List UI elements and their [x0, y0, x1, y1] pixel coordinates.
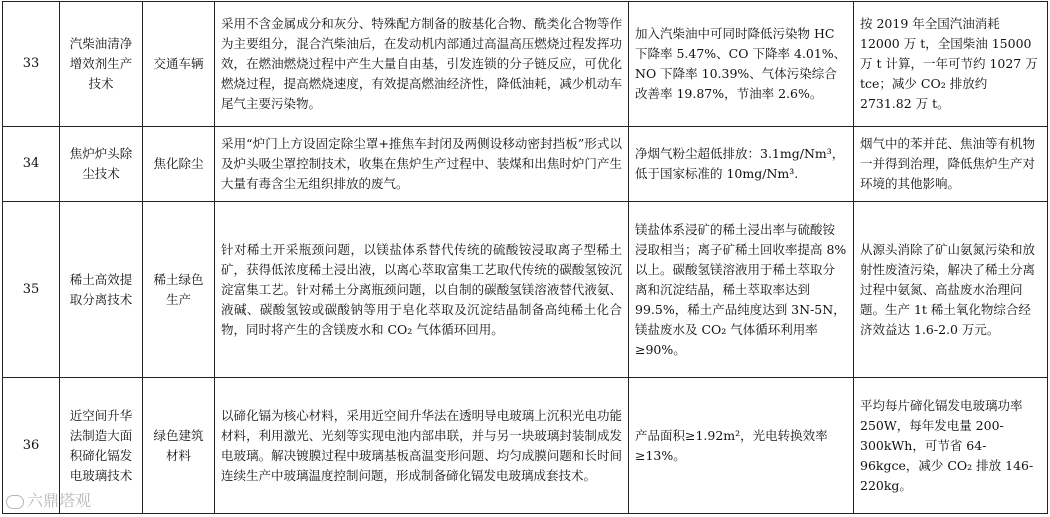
technology-name: 近空间升华法制造大面积碲化镉发电玻璃技术 — [60, 378, 143, 514]
technology-category: 绿色建筑材料 — [143, 378, 215, 514]
watermark-logo-icon — [6, 495, 24, 509]
technology-description: 以碲化镉为核心材料，采用近空间升华法在透明导电玻璃上沉积光电功能材料，利用激光、光刻等实现电池内部串联，并与另一块玻璃封装制成发电玻璃。解决镀膜过程中玻璃基板高温变形问题、均匀成膜问题和长时间连续生产中玻璃温度控制问题，形成制备碲化镉发电玻璃成套技术。 — [215, 378, 629, 514]
technology-category: 交通车辆 — [143, 2, 215, 127]
technology-effect: 镁盐体系浸矿的稀土浸出率与硫酸铵浸取相当；离子矿稀土回收率提高 8%以上。碳酸氢镁溶液用于稀土萃取分离和沉淀结晶，稀土萃取率达到 99.5%，稀土产品纯度达到 3N-5N，镁盐废水及 CO₂ 气体循环利用率≥90%。 — [629, 202, 854, 378]
technology-benefit: 从源头消除了矿山氨氮污染和放射性废渣污染，解决了稀土分离过程中氨氮、高盐废水治理问题。生产 1t 稀土氧化物综合经济效益达 1.6-2.0 万元。 — [854, 202, 1048, 378]
technology-table — [2, 1, 1048, 514]
technology-category: 焦化除尘 — [143, 127, 215, 202]
row-number: 33 — [3, 2, 60, 127]
technology-effect: 加入汽柴油中可同时降低污染物 HC 下降率 5.47%、CO 下降率 4.01%、NO 下降率 10.39%、气体污染综合改善率 19.87%，节油率 2.6%。 — [629, 2, 854, 127]
technology-description: 采用“炉门上方设固定除尘罩+推焦车封闭及两侧设移动密封挡板”形式以及炉头吸尘罩控制技术，收集在焦炉生产过程中、装煤和出焦时炉门产生大量有毒含尘无组织排放的废气。 — [215, 127, 629, 202]
technology-effect: 产品面积≥1.92m²，光电转换效率≥13%。 — [629, 378, 854, 514]
row-number: 34 — [3, 127, 60, 202]
technology-description: 采用不含金属成分和灰分、特殊配方制备的胺基化合物、酰类化合物等作为主要组分，混合汽柴油后，在发动机内部通过高温高压燃烧过程发挥功效，在燃油燃烧过程中产生大量自由基，引发连锁的分子链反应，可优化燃烧过程，提高燃烧速度，有效提高燃油经济性，降低油耗，减少机动车尾气主要污染物。 — [215, 2, 629, 127]
technology-category: 稀土绿色生产 — [143, 202, 215, 378]
technology-benefit: 按 2019 年全国汽油消耗 12000 万 t，全国柴油 15000 万 t 计算，一年可节约 1027 万 tce；减少 CO₂ 排放约 2731.82 万 t。 — [854, 2, 1048, 127]
technology-name: 稀土高效提取分离技术 — [60, 202, 143, 378]
row-number: 35 — [3, 202, 60, 378]
watermark — [6, 488, 91, 511]
technology-benefit: 烟气中的苯并芘、焦油等有机物一并得到治理，降低焦炉生产对环境的其他影响。 — [854, 127, 1048, 202]
table-row — [3, 127, 1048, 202]
technology-name: 焦炉炉头除尘技术 — [60, 127, 143, 202]
watermark-text: 六鼎塔观 — [27, 491, 92, 510]
table-row — [3, 378, 1048, 514]
row-number: 36 — [3, 378, 60, 514]
technology-name: 汽柴油清净增效剂生产技术 — [60, 2, 143, 127]
table-row — [3, 2, 1048, 127]
technology-effect: 净烟气粉尘超低排放：3.1mg/Nm³，低于国家标准的 10mg/Nm³. — [629, 127, 854, 202]
technology-benefit: 平均每片碲化镉发电玻璃功率 250W，每年发电量 200-300kWh，可节省 64-96kgce，减少 CO₂ 排放 146-220kg。 — [854, 378, 1048, 514]
technology-description: 针对稀土开采瓶颈问题，以镁盐体系替代传统的硫酸铵浸取离子型稀土矿，获得低浓度稀土浸出液，以离心萃取富集工艺取代传统的碳酸氢铵沉淀富集工艺。针对稀土分离瓶颈问题，以自制的碳酸氢镁溶液替代液氨、液碱、碳酸氢铵或碳酸钠等用于皂化萃取及沉淀结晶制备高纯稀土化合物，同时将产生的含镁废水和 CO₂ 气体循环回用。 — [215, 202, 629, 378]
table-row — [3, 202, 1048, 378]
